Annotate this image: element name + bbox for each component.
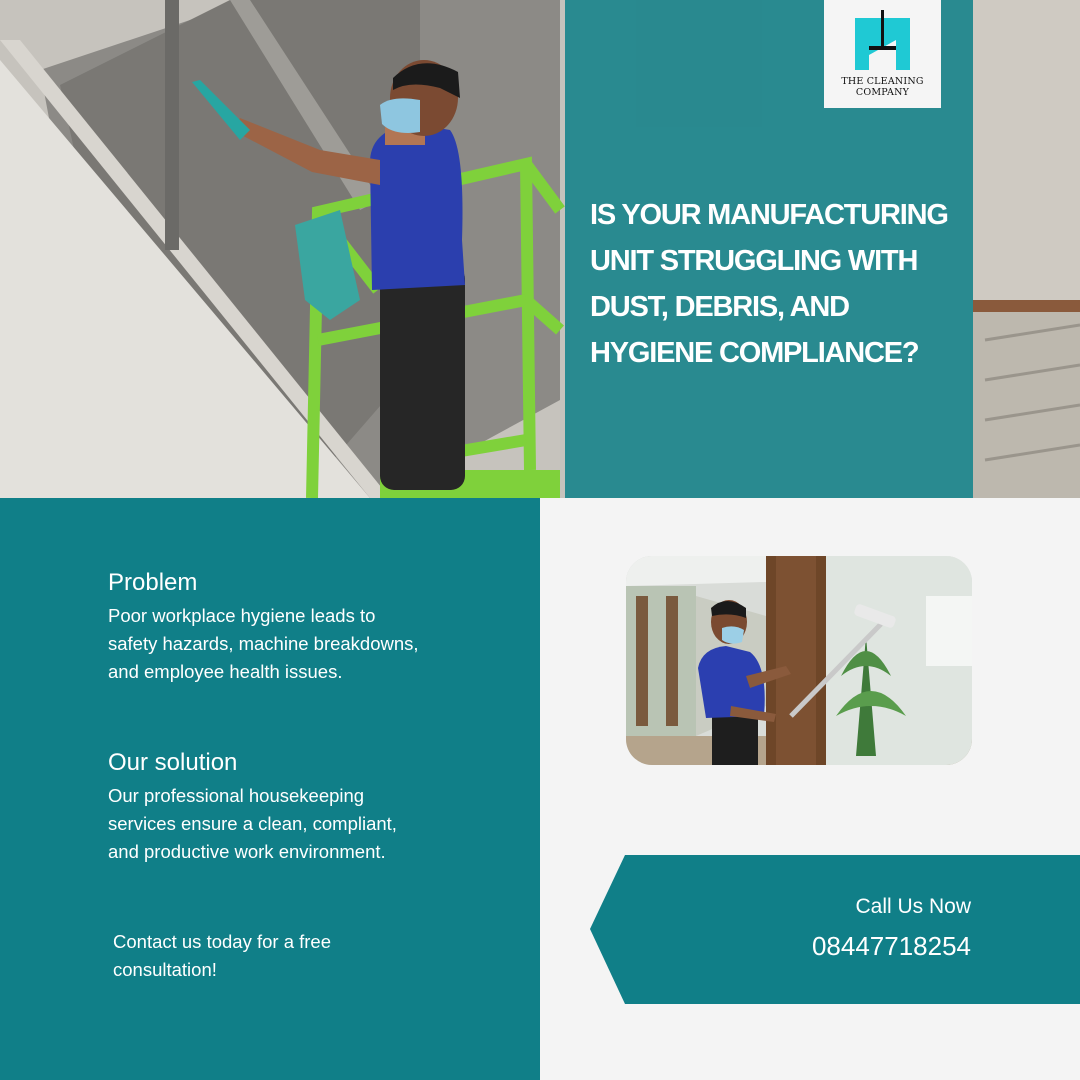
company-logo[interactable] xyxy=(824,0,941,108)
squeegee-icon xyxy=(855,10,910,70)
problem-title: Problem xyxy=(108,569,198,596)
logo-name-line2: COMPANY xyxy=(855,87,910,98)
cleaner-illustration xyxy=(626,556,972,765)
hero-headline: IS YOUR MANUFACTURING UNIT STRUGGLING WITH DUST, DEBRIS, AND HYGIENE COMPLIANCE? xyxy=(590,199,948,369)
contact-text: Contact us today for a free consultation! xyxy=(113,931,332,980)
phone-number[interactable]: 08447718254 xyxy=(811,931,971,961)
call-now-label: Call Us Now xyxy=(855,895,971,918)
call-now-banner[interactable] xyxy=(590,855,1080,1004)
solution-title: Our solution xyxy=(108,749,238,776)
cleaner-photo xyxy=(626,556,972,765)
solution-body: Our professional housekeeping services ensure a clean, compliant, and productive work environment. xyxy=(108,785,397,862)
logo-name-line1: THE CLEANING xyxy=(841,76,924,87)
info-panel xyxy=(0,498,540,1080)
problem-body: Poor workplace hygiene leads to safety hazards, machine breakdowns, and employee health issues. xyxy=(108,605,419,682)
